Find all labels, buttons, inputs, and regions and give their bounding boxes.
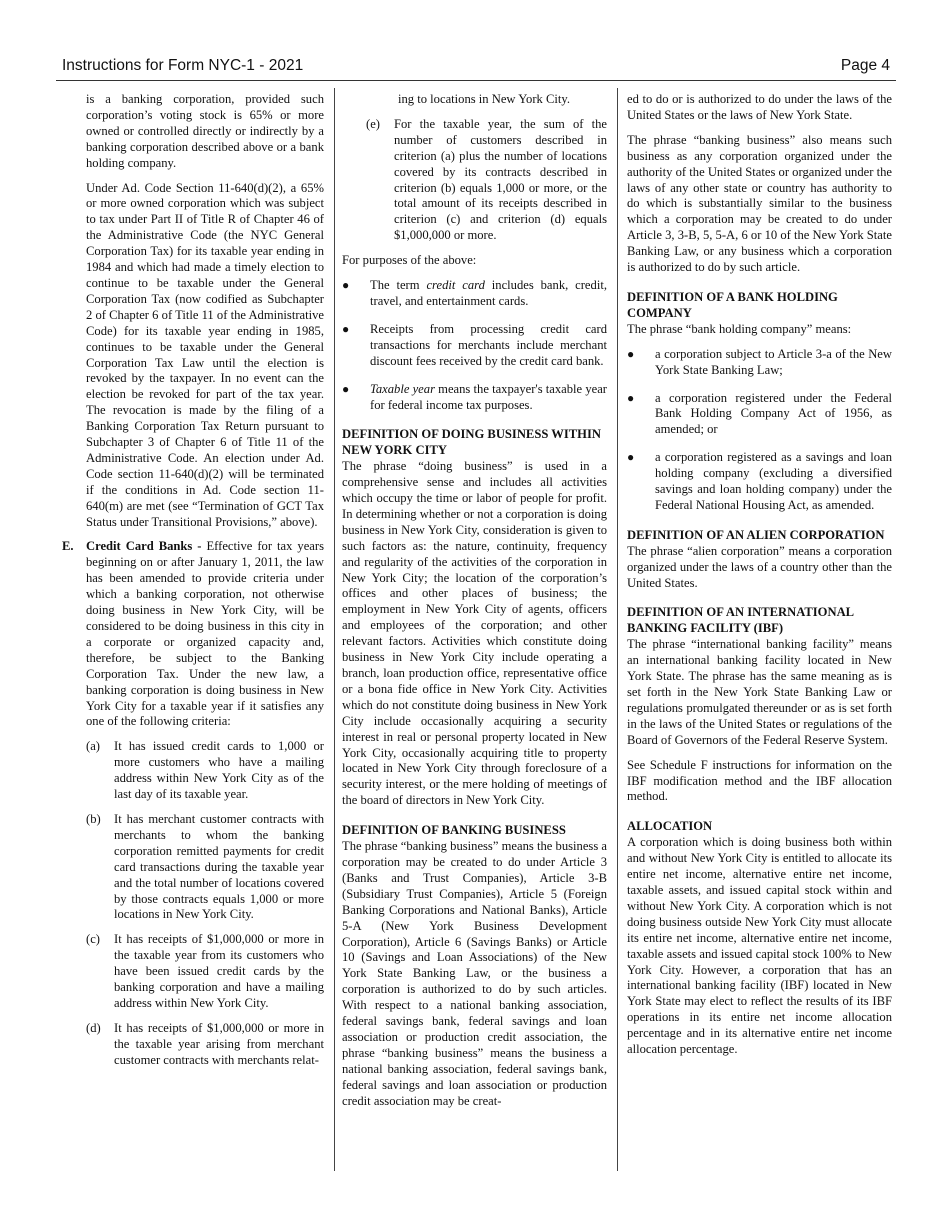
paragraph: A corporation which is doing business both within and without New York City is entitled to allocate its entire net income, alternative entire net income, taxable assets, and issued capital stock within and without New York City. A corporation which is not doing business outside New York City must allocate its entire net income, alternative entire net income, taxable assets and issued capital stock 100% to New York City. However, a corporation that has an international banking facility (IBF) located in New York State may elect to reflect the results of its IBF operations in its entire net income allocation percentage and in its alternative entire net income allocation percentage. — [627, 835, 892, 1057]
paragraph: The phrase “international banking facility” means an international banking facility located in New York State. The phrase has the same meaning as is set forth in the New York State Banking Law or regulations promulgated thereunder or as is set forth in the laws of the United States or regulations of the Board of Governors of the Federal Reserve System. — [627, 637, 892, 747]
criterion-label: (a) — [86, 739, 100, 754]
criterion-c — [86, 932, 324, 1012]
criterion-b — [86, 812, 324, 923]
section-heading: ALLOCATION — [627, 819, 713, 834]
column-1 — [62, 92, 324, 1078]
page-number: Page 4 — [840, 57, 890, 74]
column-2 — [342, 92, 607, 1118]
page-header — [62, 55, 890, 81]
section-letter: E. — [62, 539, 74, 554]
paragraph: See Schedule F instructions for information on the IBF modification method and the IBF allocation method. — [627, 757, 892, 804]
bullet-item: ● a corporation subject to Article 3-a of the New York State Banking Law; — [627, 346, 892, 377]
section-heading: Credit Card Banks - — [86, 539, 202, 554]
section-text: Effective for tax years beginning on or after January 1, 2011, the law has been amended to provide criteria under which a banking corporation, not otherwise doing business in New York City, will be considered to be doing business in this city in a corporate or organized capacity and, therefore, be subject to the Banking Corporation Tax. Under the new law, a banking corporation is doing business in New York City for a taxable year if it satisfies any one of the following criteria: — [86, 539, 324, 729]
paragraph: Under Ad. Code Section 11-640(d)(2), a 65% or more owned corporation which was subject to tax under Part II of Title R of Chapter 46 of the Administrative Code (the NYC General Corporation Tax) for its taxable year ending in 1984 and which had made a timely election to continue to be taxable under the General Corporation Tax (now codified as Subchapter 2 of Chapter 6 of Title 11 of the Administrative Code) for its taxable year ending in 1985, continues to be taxable under the General Corporation Tax Law until the election is revoked by the taxpayer. In no event can the election be revoked for part of the tax year. The revocation is made by the filing of a Banking Corporation Tax Return pursuant to Subchapter 3 of Chapter 6 of Title 11 of the Administrative Code. An election under Ad. Code section 11-640(d)(2) will be terminated if the conditions in Ad. Code section 11-640(m) are met (see “Termination of GCT Tax Status under Transitional Provisions,” above). — [86, 180, 324, 529]
bullet-icon: ● — [342, 278, 350, 293]
paragraph: ed to do or is authorized to do under the laws of the United States or the laws of New York State. — [627, 92, 892, 122]
bullet-icon: ● — [627, 450, 635, 465]
bullet-icon: ● — [627, 390, 635, 405]
criterion-a — [86, 739, 324, 803]
criterion-label: (e) — [366, 116, 380, 131]
column-divider-2 — [617, 88, 618, 1171]
section-heading: DEFINITION OF AN INTERNATIONAL BANKING FACILITY (IBF) — [627, 605, 854, 636]
criterion-d — [86, 1021, 324, 1069]
bullet-item: ● Taxable year means the taxpayer's taxable year for federal income tax purposes. — [342, 381, 607, 412]
paragraph: The phrase “doing business” is used in a comprehensive sense and includes all activities which occupy the time or labor of people for profit. In determining whether or not a corporation is doing business in New York City, consideration is given to such factors as: the nature, continuity, frequency and regularity of the activities of the corporation in New York City; the location of the corporation’s offices and other places of business; the employment in New York City of agents, officers and employees of the corporation; and other relevant factors. Activities which constitute doing business in New York City include operating a branch, loan production office, representative office or a bona fide office in New York City. Activities which do not constitute doing business in New York City include occasionally acquiring a security interest in real or personal property located in New York City, occasionally acquiring title to property located in New York City through foreclosure of a security interest, or the mere holding of meetings of the board of directors in New York City. — [342, 459, 607, 808]
form-title: Instructions for Form NYC-1 - 2021 — [62, 57, 304, 74]
criterion-label: (b) — [86, 811, 101, 826]
criterion-text: For the taxable year, the sum of the number of customers described in criterion (a) plus the number of locations covered by its contracts described in criterion (b) equals 1,000 or more, or the total amount of its receipts described in criterion (c) and criterion (d) equals $1,000,000 or more. — [394, 116, 607, 243]
section-heading: DEFINITION OF DOING BUSINESS WITHIN NEW YORK CITY — [342, 427, 601, 458]
column-3 — [627, 92, 892, 1067]
criterion-d-continued: ing to locations in New York City. — [398, 92, 571, 106]
bullet-item: ● The term credit card includes bank, credit, travel, and entertainment cards. — [342, 278, 607, 308]
criterion-e — [366, 117, 607, 244]
bullet-icon: ● — [627, 346, 635, 361]
paragraph: is a banking corporation, provided such corporation’s voting stock is 65% or more owned or controlled directly or indirectly by a banking corporation described above or a bank holding company. — [86, 92, 324, 170]
criterion-text: It has receipts of $1,000,000 or more in the taxable year arising from merchant customer contracts with merchants relat- — [114, 1020, 324, 1067]
paragraph: The phrase “bank holding company” means: — [627, 321, 852, 336]
bullet-icon: ● — [342, 321, 350, 336]
criterion-label: (d) — [86, 1020, 101, 1035]
criterion-label: (c) — [86, 932, 100, 947]
section-heading: DEFINITION OF BANKING BUSINESS — [342, 823, 566, 838]
bullet-item: ● a corporation registered under the Federal Bank Holding Company Act of 1956, as amended; or — [627, 390, 892, 437]
paragraph: The phrase “alien corporation” means a corporation organized under the laws of a country other than the United States. — [627, 543, 892, 590]
bullet-item: ● a corporation registered as a savings and loan holding company (excluding a diversified savings and loan holding company) under the Federal National Housing Act, as amended. — [627, 450, 892, 512]
criterion-text: It has receipts of $1,000,000 or more in the taxable year from its customers who have been issued credit cards by the banking corporation and have a mailing address within New York City. — [114, 932, 324, 1010]
paragraph: For purposes of the above: — [342, 253, 477, 268]
column-divider-1 — [334, 88, 335, 1171]
bullet-item: ● Receipts from processing credit card transactions for merchants include merchant discount fees received by the credit card bank. — [342, 321, 607, 368]
section-heading: DEFINITION OF A BANK HOLDING COMPANY — [627, 289, 838, 320]
section-e — [62, 539, 324, 730]
header-rule — [56, 80, 896, 81]
criterion-text: It has merchant customer contracts with merchants to whom the banking corporation remitted payments for credit card transactions during the taxable year and the total number of locations covered by those contracts equals 1,000 or more locations in New York City. — [114, 811, 324, 922]
paragraph: The phrase “banking business” also means such business as any corporation organized under the authority of the United States or organized under the laws of any other state or country has authority to do which is substantially similar to the business which a corporation may be created to do under Article 3, 3-B, 5, 5-A, 6 or 10 of the New York State Banking Law, or any business which a corporation is authorized to do by such article. — [627, 132, 892, 275]
section-body — [86, 539, 324, 730]
paragraph: The phrase “banking business” means the business a corporation may be created to do under Article 3 (Banks and Trust Companies), Article 3-B (Subsidiary Trust Companies), Article 5 (Foreign Banking Corporations and National Banks), Article 5-A (New York Business Development Corporation), Article 6 (Savings Banks) or Article 10 (Savings and Loan Associations) of the New York State Banking Law, or the business a corporation is authorized to do by such articles. With respect to a national banking association, federal savings bank, federal savings and loan association or production credit association, the phrase “banking business” means the business a national banking association, federal savings bank, federal savings and loan association or production credit association may be creat- — [342, 839, 607, 1108]
section-heading: DEFINITION OF AN ALIEN CORPORATION — [627, 527, 885, 542]
criterion-text: It has issued credit cards to 1,000 or more customers who have a mailing address within New York City as of the last day of its taxable year. — [114, 739, 324, 802]
bullet-icon: ● — [342, 381, 350, 396]
